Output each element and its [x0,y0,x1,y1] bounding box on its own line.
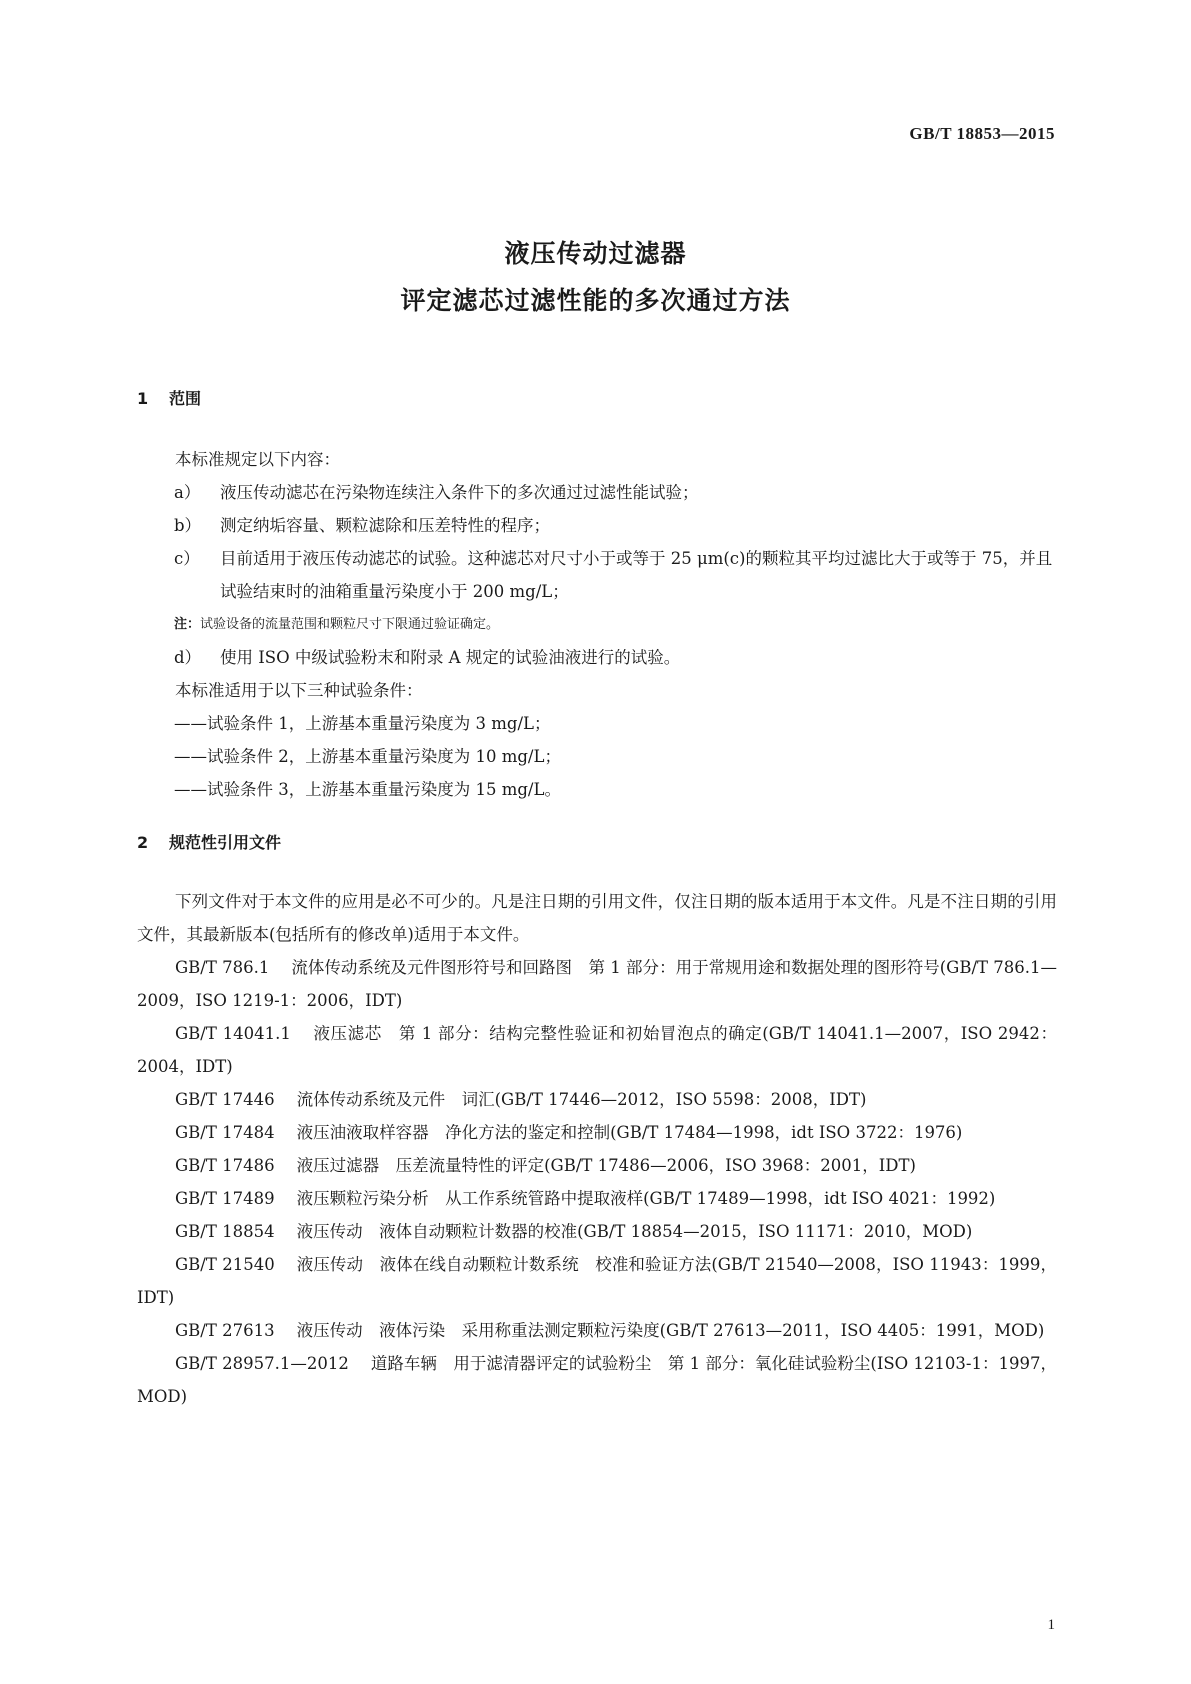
list-item [137,476,1057,509]
item-text: 目前适用于液压传动滤芯的试验。这种滤芯对尺寸小于或等于 25 μm(c)的颗粒其平均过滤比大于或等于 75，并且试验结束时的油箱重量污染度小于 200 mg/L； [220,549,1053,601]
reference-code: GB/T 21540 [175,1255,275,1274]
reference-code: GB/T 17446 [175,1090,275,1109]
item-label: b） [174,516,202,535]
reference-text: 流体传动系统及元件图形符号和回路图 第 1 部分：用于常规用途和数据处理的图形符号(GB/T 786.1—2009，ISO 1219-1：2006，IDT) [137,958,1058,1010]
scope-intro: 本标准规定以下内容： [175,450,340,469]
reference-code: GB/T 17489 [175,1189,275,1208]
reference-item [137,1248,1057,1314]
reference-text: 液压传动 液体污染 采用称重法测定颗粒污染度(GB/T 27613—2011，ISO 4405：1991，MOD) [296,1321,1045,1340]
section-title: 范围 [169,389,202,408]
section-2-heading [137,830,281,853]
reference-text: 道路车辆 用于滤清器评定的试验粉尘 第 1 部分：氧化硅试验粉尘(ISO 12103-1：1997，MOD) [137,1354,1057,1406]
item-label: a） [174,483,201,502]
reference-text: 液压滤芯 第 1 部分：结构完整性验证和初始冒泡点的确定(GB/T 14041.1—2007，ISO 2942：2004，IDT) [137,1024,1057,1076]
reference-item [137,1182,1057,1215]
item-text: 液压传动滤芯在污染物连续注入条件下的多次通过过滤性能试验； [220,483,699,502]
reference-text: 液压传动 液体在线自动颗粒计数系统 校准和验证方法(GB/T 21540—2008，ISO 11943：1999，IDT) [137,1255,1057,1307]
section-1-heading [137,386,201,409]
reference-text: 液压传动 液体自动颗粒计数器的校准(GB/T 18854—2015，ISO 11171：2010，MOD) [296,1222,973,1241]
note-label: 注： [174,617,201,632]
section-number: 2 [137,833,149,852]
reference-text: 流体传动系统及元件 词汇(GB/T 17446—2012，ISO 5598：2008，IDT) [296,1090,867,1109]
condition-item: ——试验条件 1，上游基本重量污染度为 3 mg/L； [174,714,551,733]
reference-text: 液压过滤器 压差流量特性的评定(GB/T 17486—2006，ISO 3968：2001，IDT) [296,1156,916,1175]
note [137,608,1057,641]
reference-code: GB/T 27613 [175,1321,275,1340]
reference-code: GB/T 14041.1 [175,1024,291,1043]
reference-text: 液压颗粒污染分析 从工作系统管路中提取液样(GB/T 17489—1998，idt ISO 4021：1992) [296,1189,996,1208]
list-item [137,641,1057,674]
list-item [137,542,1057,608]
reference-item [137,1083,1057,1116]
reference-item [137,1017,1057,1083]
reference-code: GB/T 18854 [175,1222,275,1241]
item-text: 测定纳垢容量、颗粒滤除和压差特性的程序； [220,516,550,535]
reference-text: 液压油液取样容器 净化方法的鉴定和控制(GB/T 17484—1998，idt ISO 3722：1976) [296,1123,963,1142]
condition-item: ——试验条件 3，上游基本重量污染度为 15 mg/L。 [174,780,561,799]
reference-item [137,1149,1057,1182]
note-text: 试验设备的流量范围和颗粒尺寸下限通过验证确定。 [200,617,500,632]
document-title-line-1: 液压传动过滤器 [504,239,687,268]
reference-item [137,1347,1057,1413]
reference-item [137,1116,1057,1149]
section-1-body [137,443,1057,806]
item-text: 使用 ISO 中级试验粉末和附录 A 规定的试验油液进行的试验。 [220,648,681,667]
reference-code: GB/T 17484 [175,1123,275,1142]
condition-item: ——试验条件 2，上游基本重量污染度为 10 mg/L； [174,747,561,766]
section-2-body [137,885,1057,1413]
reference-item [137,951,1057,1017]
reference-code: GB/T 786.1 [175,958,270,977]
conditions-intro: 本标准适用于以下三种试验条件： [175,681,423,700]
reference-code: GB/T 28957.1—2012 [175,1354,349,1373]
section-number: 1 [137,389,149,408]
document-title-line-2: 评定滤芯过滤性能的多次通过方法 [400,286,791,315]
reference-code: GB/T 17486 [175,1156,275,1175]
item-label: d） [174,648,202,667]
section-title: 规范性引用文件 [169,833,282,852]
reference-item [137,1215,1057,1248]
reference-item [137,1314,1057,1347]
item-label: c） [174,549,200,568]
standard-code: GB/T 18853—2015 [909,124,1055,143]
page-number: 1 [1047,1617,1055,1633]
list-item [137,509,1057,542]
references-intro: 下列文件对于本文件的应用是必不可少的。凡是注日期的引用文件，仅注日期的版本适用于本文件。凡是不注日期的引用文件，其最新版本(包括所有的修改单)适用于本文件。 [137,892,1057,944]
